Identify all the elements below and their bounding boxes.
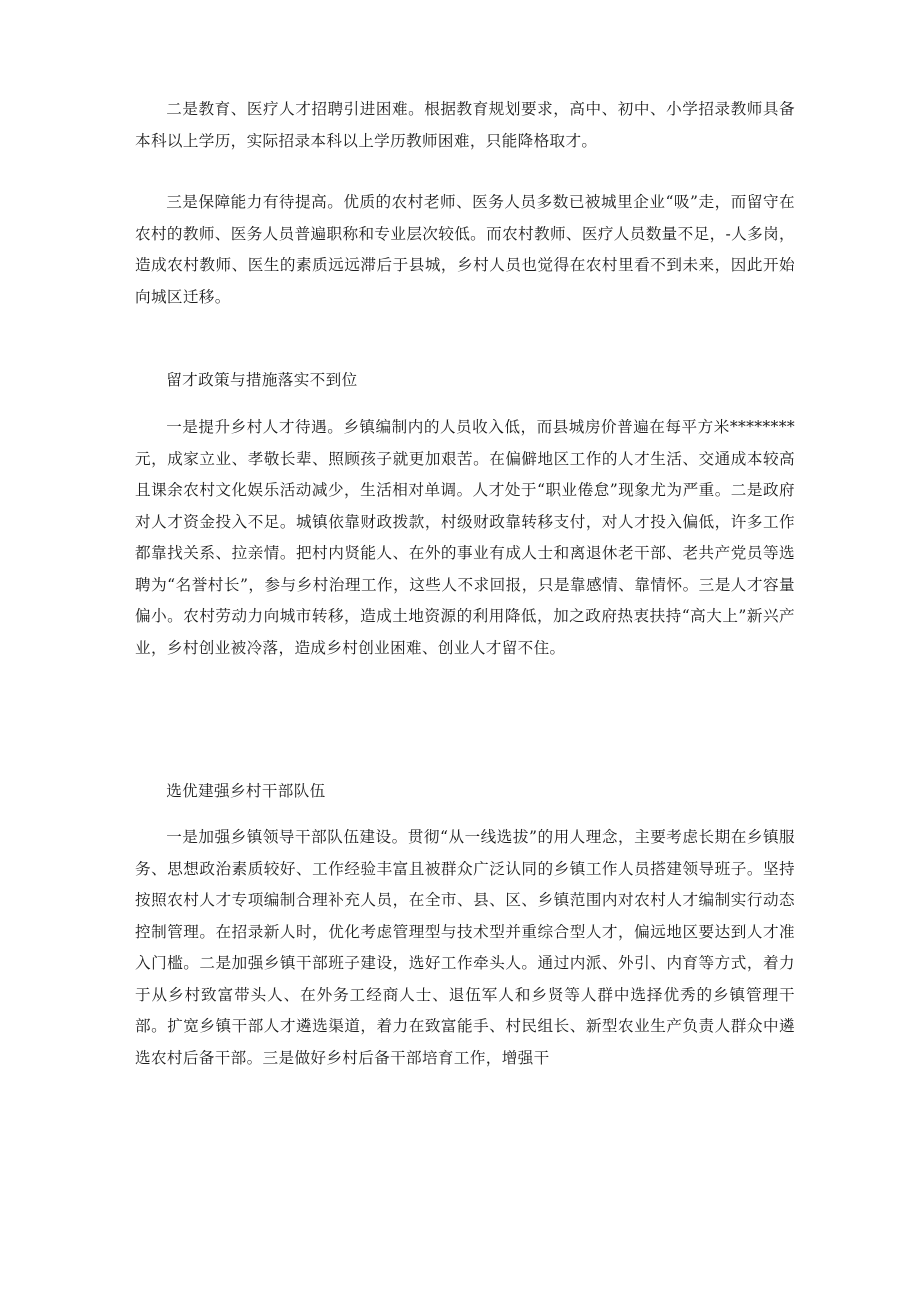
paragraph-education-medical-recruitment: 二是教育、医疗人才招聘引进困难。根据教育规划要求，高中、初中、小学招录教师具备本科以上学历，实际招录本科以上学历教师困难，只能降格取才。 [135,100,795,150]
paragraph-support-capacity: 三是保障能力有待提高。优质的农村老师、医务人员多数已被城里企业“吸”走，而留守在农村的教师、医务人员普遍职称和专业层次较低。而农村教师、医疗人员数量不足，-人多岗，造成农村教师、医生的素质远远滞后于县城，乡村人员也觉得在农村里看不到未来，因此开始向城区迁移。 [135,193,795,306]
paragraph-township-leadership: 一是加强乡镇领导干部队伍建设。贯彻“从一线选拔”的用人理念，主要考虑长期在乡镇服务、思想政治素质较好、工作经验丰富且被群众广泛认同的乡镇工作人员搭建领导班子。坚持按照农村人才专项编制合理补充人员，在全市、县、区、乡镇范围内对农村人才编制实行动态控制管理。在招录新人时，优化考虑管理型与技术型并重综合型人才，偏远地区要达到人才准入门槛。二是加强乡镇干部班子建设，选好工作牵头人。通过内派、外引、内育等方式，着力于从乡村致富带头人、在外务工经商人士、退伍军人和乡贤等人群中选择优秀的乡镇管理干部。扩宽乡镇干部人才遴选渠道，着力在致富能手、村民组长、新型农业生产负责人群众中遴选农村后备干部。三是做好乡村后备干部培育工作，增强干 [135,828,795,1067]
paragraph-rural-talent-treatment: 一是提升乡村人才待遇。乡镇编制内的人员收入低，而县城房价普遍在每平方米********元，成家立业、孝敬长辈、照顾孩子就更加艰苦。在偏僻地区工作的人才生活、交通成本较高且课余农村文化娱乐活动减少，生活相对单调。人才处于“职业倦怠”现象尤为严重。二是政府对人才资金投入不足。城镇依靠财政拨款，村级财政靠转移支付，对人才投入偏低，许多工作都靠找关系、拉亲情。把村内贤能人、在外的事业有成人士和离退休老干部、老共产党员等选聘为“名誉村长”，参与乡村治理工作，这些人不求回报，只是靠感情、靠情怀。三是人才容量偏小。农村劳动力向城市转移，造成土地资源的利用降低，加之政府热衷扶持“高大上”新兴产业，乡村创业被冷落，造成乡村创业困难、创业人才留不住。 [135,418,795,657]
section-heading-talent-retention: 留才政策与措施落实不到位 [166,371,358,389]
section-heading-cadre-team: 选优建强乡村干部队伍 [166,782,326,800]
